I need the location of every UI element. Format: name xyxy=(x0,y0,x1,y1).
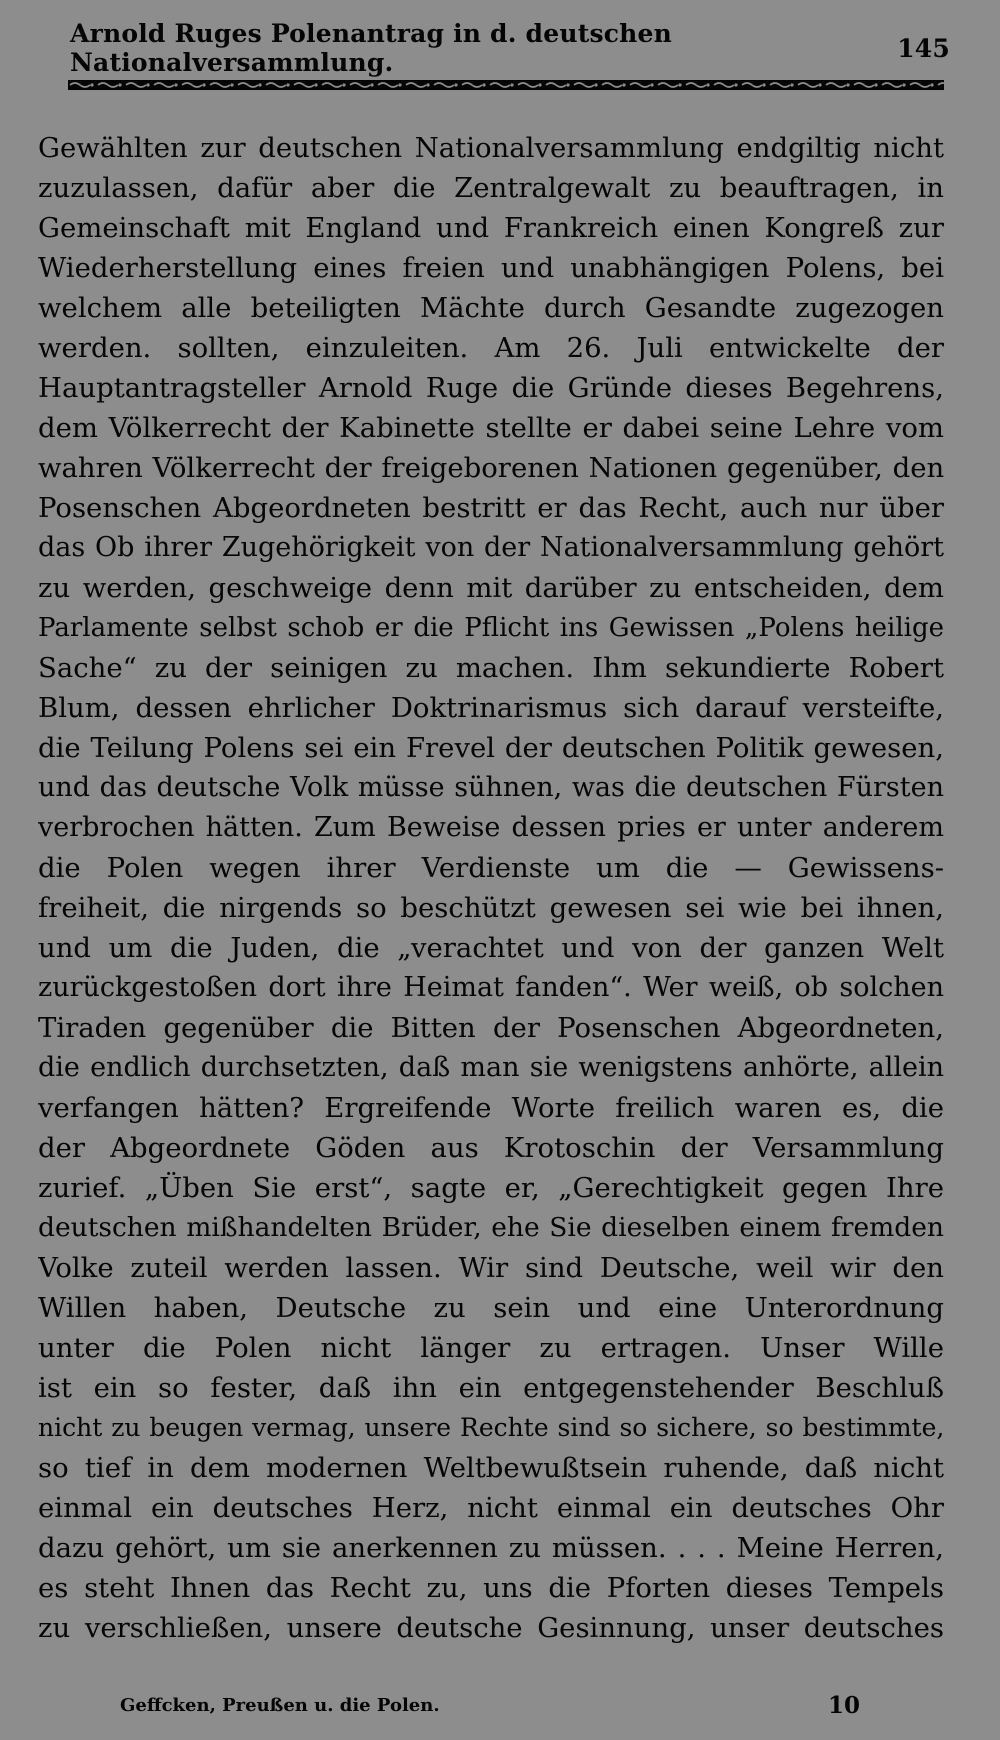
text-line: wahren Völkerrecht der freigeborenen Nationen gegenüber, den xyxy=(38,452,944,484)
text-line: zu verschließen, unsere deutsche Gesinnung, unser deutsches xyxy=(38,1612,944,1644)
text-line: und das deutsche Volk müsse sühnen, was die deutschen Fürsten xyxy=(38,772,944,803)
text-line: unter die Polen nicht länger zu ertragen. Unser Wille xyxy=(38,1332,944,1364)
text-line: Sache“ zu der seinigen zu machen. Ihm sekundierte Robert xyxy=(38,652,944,684)
text-line: es steht Ihnen das Recht zu, uns die Pforten dieses Tempels xyxy=(38,1572,944,1604)
text-line: ist ein so fester, daß ihn ein entgegenstehender Beschluß xyxy=(38,1372,944,1404)
text-line: so tief in dem modernen Weltbewußtsein ruhende, daß nicht xyxy=(38,1452,944,1484)
text-line: die endlich durchsetzten, daß man sie wenigstens anhörte, allein xyxy=(38,1052,944,1083)
sheet-number: 10 xyxy=(827,1691,860,1719)
text-line: freiheit, die nirgends so beschützt gewesen sei wie bei ihnen, xyxy=(38,892,944,924)
text-line: Blum, dessen ehrlicher Doktrinarismus sich darauf versteifte, xyxy=(38,692,944,724)
text-line: werden. sollten, einzuleiten. Am 26. Juli entwickelte der xyxy=(38,332,944,364)
text-line: Gemeinschaft mit England und Frankreich einen Kongreß zur xyxy=(38,212,944,244)
text-line: zurückgestoßen dort ihre Heimat fanden“. Wer weiß, ob solchen xyxy=(38,972,944,1003)
ornamental-rule xyxy=(68,78,944,92)
body-text xyxy=(38,128,944,1648)
footer-signature: Geffcken, Preußen u. die Polen. xyxy=(120,1694,440,1716)
text-line: zuzulassen, dafür aber die Zentralgewalt zu beauftragen, in xyxy=(38,172,944,204)
text-line: verbrochen hätten. Zum Beweise dessen pries er unter anderem xyxy=(38,812,944,843)
text-line: welchem alle beteiligten Mächte durch Gesandte zugezogen xyxy=(38,292,944,324)
text-line: Willen haben, Deutsche zu sein und eine Unterordnung xyxy=(38,1292,944,1324)
text-line: Gewählten zur deutschen Nationalversammlung endgiltig nicht xyxy=(38,132,944,164)
text-line: zu werden, geschweige denn mit darüber zu entscheiden, dem xyxy=(38,572,944,604)
text-line: der Abgeordnete Göden aus Krotoschin der Versammlung xyxy=(38,1132,944,1164)
running-header xyxy=(70,19,950,77)
text-line: einmal ein deutsches Herz, nicht einmal ein deutsches Ohr xyxy=(38,1492,944,1524)
text-line: Parlamente selbst schob er die Pflicht ins Gewissen „Polens heilige xyxy=(38,613,944,643)
text-line: Posenschen Abgeordneten bestritt er das Recht, auch nur über xyxy=(38,492,944,524)
text-line: Hauptantragsteller Arnold Ruge die Gründe dieses Begehrens, xyxy=(38,372,944,404)
text-line: die Teilung Polens sei ein Frevel der deutschen Politik gewesen, xyxy=(38,732,944,764)
page-number: 145 xyxy=(897,33,950,63)
text-line: Wiederherstellung eines freien und unabhängigen Polens, bei xyxy=(38,252,944,284)
text-line: nicht zu beugen vermag, unsere Rechte sind so sichere, so bestimmte, xyxy=(38,1413,944,1442)
text-line: das Ob ihrer Zugehörigkeit von der Nationalversammlung gehört xyxy=(38,532,944,563)
text-line: zurief. „Üben Sie erst“, sagte er, „Gerechtigkeit gegen Ihre xyxy=(38,1172,944,1204)
text-line: Volke zuteil werden lassen. Wir sind Deutsche, weil wir den xyxy=(38,1252,944,1284)
text-line: verfangen hätten? Ergreifende Worte freilich waren es, die xyxy=(38,1092,944,1124)
text-line: dazu gehört, um sie anerkennen zu müssen. . . . Meine Herren, xyxy=(38,1532,944,1564)
text-line: die Polen wegen ihrer Verdienste um die — Gewissens- xyxy=(38,852,944,884)
page-footer xyxy=(120,1688,860,1722)
text-line: dem Völkerrecht der Kabinette stellte er dabei seine Lehre vom xyxy=(38,412,944,444)
text-line: und um die Juden, die „verachtet und von der ganzen Welt xyxy=(38,932,944,964)
running-title: Arnold Ruges Polenantrag in d. deutschen Nationalversammlung. xyxy=(70,19,673,77)
text-line: deutschen mißhandelten Brüder, ehe Sie dieselben einem fremden xyxy=(38,1212,944,1243)
text-line: Tiraden gegenüber die Bitten der Posenschen Abgeordneten, xyxy=(38,1012,944,1044)
